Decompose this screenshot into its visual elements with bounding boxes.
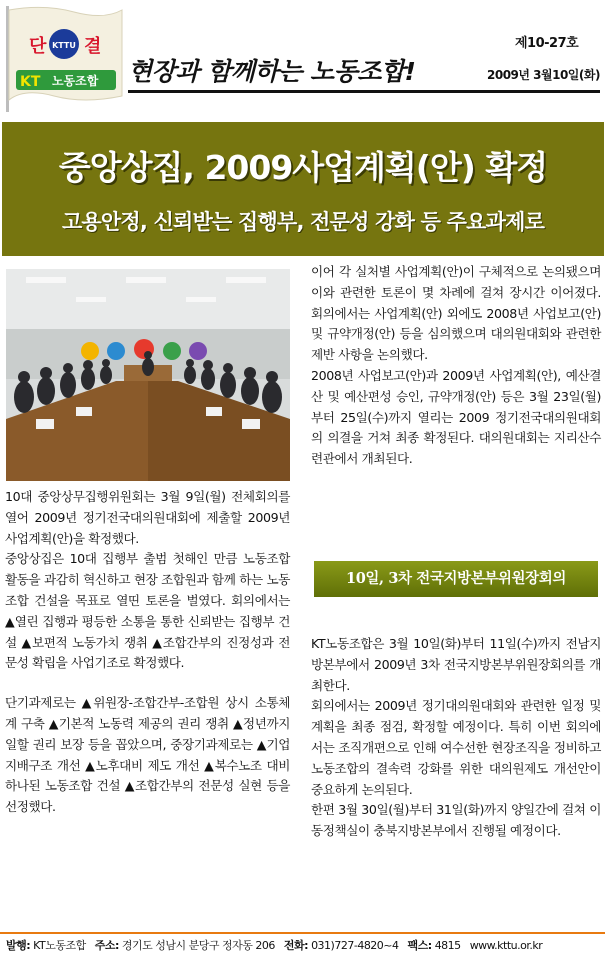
meeting-photo <box>6 269 290 481</box>
phone: 031)727-4820~4 <box>311 939 399 952</box>
header-rule <box>128 90 600 93</box>
right-paragraph-5: 한편 3월 30일(월)부터 31일(화)까지 양일간에 걸쳐 이동정책실이 충북지방본부에서 진행될 예정이다. <box>311 802 601 839</box>
address-label: 주소: <box>94 939 119 952</box>
flag-banner-text: 노동조합 <box>52 74 99 88</box>
address: 경기도 성남시 분당구 정자동 206 <box>121 939 275 952</box>
publisher-label: 발행: <box>6 939 31 952</box>
publisher: KT노동조합 <box>33 939 86 952</box>
headline-title: 중앙상집, 2009사업계획(안) 확정 <box>58 148 548 187</box>
right-column-bottom <box>311 634 601 842</box>
headline-band <box>2 122 604 256</box>
section-title: 10일, 3차 전국지방본부위원장회의 <box>314 561 598 597</box>
website-link[interactable]: www.kttu.or.kr <box>469 939 543 952</box>
right-paragraph-3: KT노동조합은 3월 10일(화)부터 11일(수)까지 전남지방본부에서 2009년 3차 전국지방본부위원장회의를 개최한다. <box>311 636 601 693</box>
union-flag-logo <box>4 4 124 112</box>
footer <box>6 937 605 953</box>
footer-rule <box>0 932 605 934</box>
left-paragraph-1: 10대 중앙상무집행위원회는 3월 9일(월) 전체회의를 열어 2009년 정기전국대의원대회에 제출할 2009년 사업계획(안)을 확정했다. <box>5 489 290 546</box>
flag-char-right: 결 <box>84 36 102 57</box>
flag-banner-kt: KT <box>20 74 41 90</box>
paragraph-gap <box>5 674 290 693</box>
flag-char-left: 단 <box>29 36 47 57</box>
right-column-top <box>311 262 601 470</box>
right-paragraph-1: 이어 각 실처별 사업계획(안)이 구체적으로 논의됐으며 이와 관련한 토론이 몇 차례에 걸쳐 장시간 이어졌다. 회의에서는 사업계획(안) 외에도 2008년 사업보고(안) 및 규약개정(안) 등을 심의했으며 대의원대회와 관련한 제반 사항을 논의했다. <box>311 264 601 363</box>
headline-subtitle: 고용안정, 신뢰받는 집행부, 전문성 강화 등 주요과제로 <box>61 210 545 234</box>
right-paragraph-4: 회의에서는 2009년 정기대의원대회와 관련한 일정 및 계획을 최종 점검, 확정할 예정이다. 특히 이번 회의에서는 조직개편으로 인해 여수선한 현장조직을 정비하고 노동조합의 결속력 강화를 위한 대의원제도 개선안이 중요하게 논의된다. <box>311 698 601 797</box>
right-paragraph-2: 2008년 사업보고(안)과 2009년 사업계획(안), 예산결산 및 예산편성 승인, 규약개정(안) 등은 3월 23일(월)부터 25일(수)까지 열리는 2009 정기전국대의원대회의 의결을 거쳐 최종 확정된다. 대의원대회는 지리산수련관에서 개최된다. <box>311 367 601 467</box>
flag-badge-text: KTTU <box>52 41 76 50</box>
slogan: 현장과 함께하는 노동조합! <box>128 57 416 86</box>
issue-number: 제10-27호 <box>515 36 579 51</box>
fax: 4815 <box>434 939 461 952</box>
left-column <box>5 487 290 818</box>
fax-label: 팩스: <box>407 939 432 952</box>
left-paragraph-3: 단기과제로는 ▲위원장-조합간부-조합원 상시 소통체계 구축 ▲기본적 노동력 제공의 권리 쟁취 ▲정년까지 일할 권리 보장 등을 꼽았으며, 중장기과제로는 ▲기업지배구조 개선 ▲노후대비 제도 개선 ▲복수노조 대비 하나된 노동조합 건설 ▲조합간부의 전문성 실현 등을 선정했다. <box>5 695 290 815</box>
left-paragraph-2: 중앙상집은 10대 집행부 출범 첫해인 만큼 노동조합 활동을 과감히 혁신하고 현장 조합원과 함께 하는 노동조합 건설을 목표로 열띤 토론을 벌였다. 회의에서는 ▲열린 집행과 평등한 소통을 통한 신뢰받는 집행부 건설 ▲보편적 노동가치 쟁취 ▲조합간부의 진정성과 전문성 확립을 사업기조로 확정했다. <box>5 551 290 671</box>
issue-date: 2009년 3월10일(화) <box>487 68 600 82</box>
phone-label: 전화: <box>283 939 309 952</box>
